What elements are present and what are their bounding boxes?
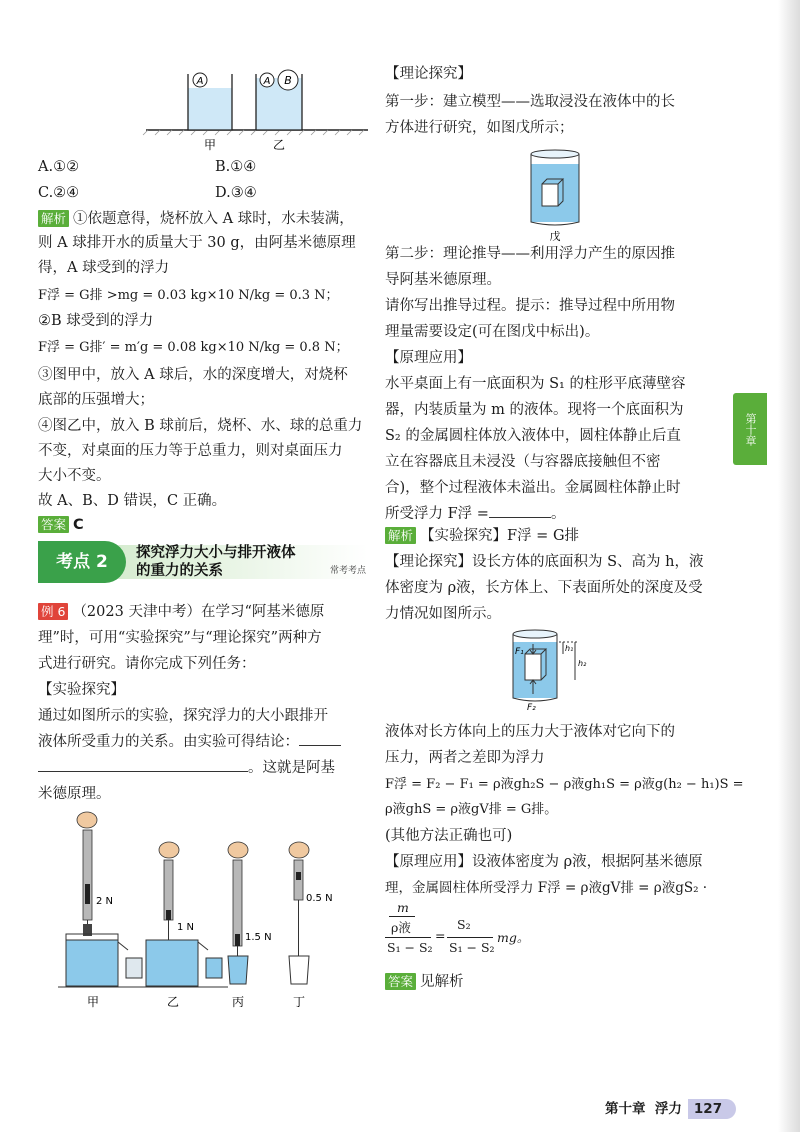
text-line: 立在容器底且未浸没（与容器底接触但不密 <box>385 454 661 470</box>
example-line: （2023 天津中考）在学习“阿基米德原 <box>72 604 325 620</box>
option-b: B.①④ <box>215 159 257 175</box>
option-a: A.①② <box>38 159 80 175</box>
analysis-line: 得，A 球受到的浮力 <box>38 260 170 276</box>
text-line: 液体对长方体向上的压力大于液体对它向下的 <box>385 724 675 740</box>
text-line: 导阿基米德原理。 <box>385 272 501 288</box>
reading-2: 1 N <box>177 922 195 933</box>
kaodian-note: 常考考点 <box>329 566 366 576</box>
text-line: 力情况如图所示。 <box>385 606 501 622</box>
answer-value: C <box>73 517 84 533</box>
figure-beakers-top <box>138 64 378 154</box>
caption-yi: 乙 <box>166 995 180 1009</box>
page-number: 127 <box>688 1099 736 1119</box>
kaodian-label: 考点 2 <box>38 541 126 583</box>
analysis-line: 故 A、B、D 错误，C 正确。 <box>38 493 227 509</box>
text-line: 【原理应用】设液体密度为 ρ液，根据阿基米德原 <box>385 854 703 870</box>
reading-3: 1.5 N <box>245 932 272 943</box>
figure-experiment <box>38 806 368 1016</box>
text-line: 请你写出推导过程。提示：推导过程中所用物 <box>385 298 675 314</box>
example-line: 通过如图所示的实验，探究浮力的大小跟排开 <box>38 708 328 724</box>
answer-tag: 答案 <box>38 516 69 533</box>
analysis-line: ④图乙中，放入 B 球前后，烧杯、水、球的总重力 <box>38 418 363 434</box>
example-line: 。这就是阿基 <box>248 760 335 776</box>
ball-a-label: A <box>196 76 204 87</box>
caption-ding: 丁 <box>292 995 306 1009</box>
analysis-line: ③图甲中，放入 A 球后，水的深度增大，对烧杯 <box>38 367 348 383</box>
formula-line: 理，金属圆柱体所受浮力 F浮 = ρ液gV排 = ρ液gS₂ · <box>385 880 708 896</box>
caption-bing: 丙 <box>231 995 245 1009</box>
text-line: 第二步：理论推导——利用浮力产生的原因推 <box>385 246 675 262</box>
analysis-tag: 解析 <box>38 210 69 227</box>
analysis-tag: 解析 <box>385 527 416 544</box>
label-f1: F₁ <box>515 647 524 657</box>
analysis-line: ②B 球受到的浮力 <box>38 313 154 329</box>
analysis-line: 不变，对桌面的压力等于总重力，则对桌面压力 <box>38 443 343 459</box>
analysis-line: 大小不变。 <box>38 468 111 484</box>
option-d: D.③④ <box>215 185 257 201</box>
example-line: 米德原理。 <box>38 786 111 802</box>
text-line: 第一步：建立模型——选取浸没在液体中的长 <box>385 94 675 110</box>
option-c: C.②④ <box>38 185 80 201</box>
chapter-side-tab[interactable]: 第十章 <box>733 393 767 465</box>
label-h1: h₁ <box>565 644 574 653</box>
text-line: 水平桌面上有一底面积为 S₁ 的柱形平底薄壁容 <box>385 376 686 392</box>
formula-line: F浮 = G排′ = m′g = 0.08 kg×10 N/kg = 0.8 N； <box>38 340 349 355</box>
kaodian-title: 探究浮力大小与排开液体 的重力的关系 <box>136 545 296 579</box>
caption-jia: 甲 <box>86 995 100 1009</box>
figure-force <box>505 628 605 714</box>
reading-1: 2 N <box>96 896 114 907</box>
fraction-block: m ρ液 S₁ − S₂ = S₂ S₁ − S₂ mg。 <box>387 900 530 955</box>
answer-blank[interactable] <box>38 771 248 772</box>
figure-wu <box>525 146 585 242</box>
formula-line: ρ液ghS = ρ液gV排 = G排。 <box>385 802 558 817</box>
label-jia: 甲 <box>203 138 217 152</box>
text-line: 所受浮力 F浮 = <box>385 506 489 522</box>
answer-tag: 答案 <box>385 973 416 990</box>
answer-blank[interactable] <box>489 517 551 518</box>
analysis-line: 底部的压强增大； <box>38 392 154 408</box>
label-yi: 乙 <box>272 138 286 152</box>
page-edge <box>778 0 800 1132</box>
label-f2: F₂ <box>527 703 536 713</box>
formula-line: F浮 = F₂ − F₁ = ρ液gh₂S − ρ液gh₁S = ρ液g(h₂ − h₁)S = <box>385 777 744 792</box>
text-line: 理量需要设定(可在图戊中标出)。 <box>385 324 600 340</box>
example-line: 式进行研究。请你完成下列任务： <box>38 656 256 672</box>
formula-line: F浮 = G排 >mg = 0.03 kg×10 N/kg = 0.3 N； <box>38 288 339 303</box>
page-footer <box>605 1099 736 1119</box>
text-line: (其他方法正确也可) <box>385 828 513 844</box>
reading-4: 0.5 N <box>306 893 333 904</box>
text-line: 压力，两者之差即为浮力 <box>385 750 545 766</box>
footer-chapter: 第十章 <box>605 1101 646 1117</box>
text-line: 体密度为 ρ液，长方体上、下表面所处的深度及受 <box>385 580 703 596</box>
text-line: 【实验探究】F浮 = G排 <box>420 528 580 544</box>
text-line: 方体进行研究，如图戊所示； <box>385 120 574 136</box>
fig-wu-caption: 戊 <box>549 230 561 242</box>
analysis-line: 则 A 球排开水的质量大于 30 g，由阿基米德原理 <box>38 235 356 251</box>
example-line: 液体所受重力的关系。由实验可得结论： <box>38 734 299 750</box>
footer-title: 浮力 <box>654 1101 682 1117</box>
label-h2: h₂ <box>578 659 587 668</box>
ball-b-label: B <box>284 74 292 87</box>
text-line: 器，内装质量为 m 的液体。现将一个底面积为 <box>385 402 684 418</box>
svg-text:A: A <box>263 76 271 87</box>
example-line: 理”时，可用“实验探究”与“理论探究”两种方 <box>38 630 322 646</box>
section-heading: 【原理应用】 <box>385 350 472 366</box>
text-line: 【理论探究】设长方体的底面积为 S、高为 h，液 <box>385 554 704 570</box>
example-tag: 例 6 <box>38 603 68 620</box>
section-heading: 【实验探究】 <box>38 682 125 698</box>
kaodian-header <box>38 541 368 583</box>
analysis-line: ①依题意得，烧杯放入 A 球时，水未装满， <box>73 211 354 227</box>
text-line: 合)，整个过程液体未溢出。金属圆柱体静止时 <box>385 480 681 496</box>
text-line: S₂ 的金属圆柱体放入液体中，圆柱体静止后直 <box>385 428 681 444</box>
section-heading: 【理论探究】 <box>385 66 472 82</box>
answer-blank[interactable] <box>299 745 341 746</box>
answer-value: 见解析 <box>420 974 464 990</box>
